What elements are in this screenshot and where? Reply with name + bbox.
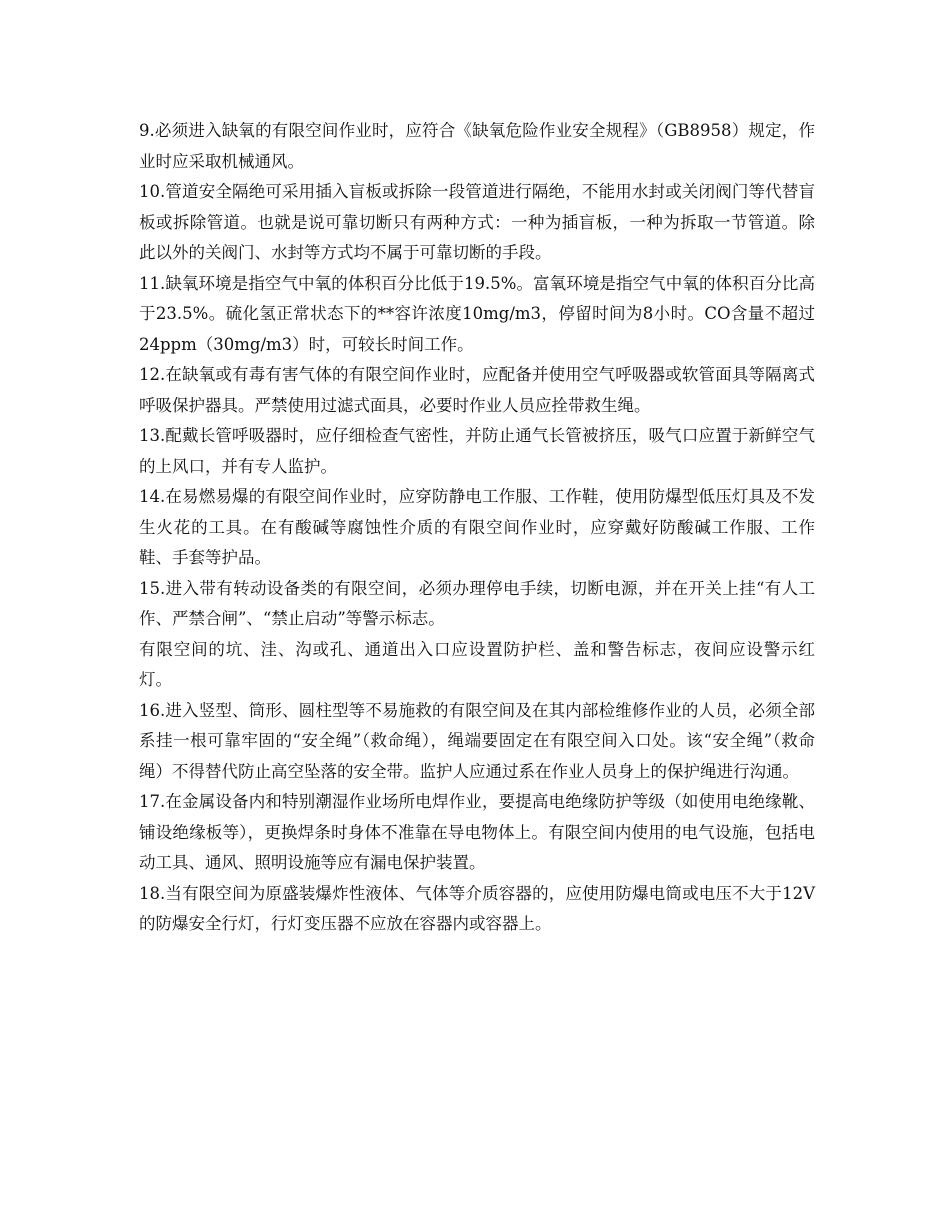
paragraph-item-11: 11.缺氧环境是指空气中氧的体积百分比低于19.5%。富氧环境是指空气中氧的体积百分比高于23.5%。硫化氢正常状态下的**容许浓度10mg/m3，停留时间为8小时。CO含量不超过24ppm（30mg/m3）时，可较长时间工作。 xyxy=(139,273,815,354)
paragraph-item-18: 18.当有限空间为原盛装爆炸性液体、气体等介质容器的，应使用防爆电筒或电压不大于12V的防爆安全行灯，行灯变压器不应放在容器内或容器上。 xyxy=(139,883,815,933)
paragraph-item-15-note: 有限空间的坑、洼、沟或孔、通道出入口应设置防护栏、盖和警告标志，夜间应设警示红灯。 xyxy=(139,639,815,689)
paragraph-item-9: 9.必须进入缺氧的有限空间作业时，应符合《缺氧危险作业安全规程》（GB8958）规定，作业时应采取机械通风。 xyxy=(139,121,815,171)
paragraph-item-17: 17.在金属设备内和特别潮湿作业场所电焊作业，要提高电绝缘防护等级（如使用电绝缘靴、铺设绝缘板等），更换焊条时身体不准靠在导电物体上。有限空间内使用的电气设施，包括电动工具、通风、照明设施等应有漏电保护装置。 xyxy=(139,792,815,872)
paragraph-item-15: 15.进入带有转动设备类的有限空间，必须办理停电手续，切断电源，并在开关上挂“有人工作、严禁合闸”、“禁止启动”等警示标志。 xyxy=(139,578,815,628)
paragraph-item-14: 14.在易燃易爆的有限空间作业时，应穿防静电工作服、工作鞋，使用防爆型低压灯具及不发生火花的工具。在有酸碱等腐蚀性介质的有限空间作业时，应穿戴好防酸碱工作服、工作鞋、手套等护品。 xyxy=(139,487,815,567)
paragraph-item-12: 12.在缺氧或有毒有害气体的有限空间作业时，应配备并使用空气呼吸器或软管面具等隔离式呼吸保护器具。严禁使用过滤式面具，必要时作业人员应拴带救生绳。 xyxy=(139,365,815,415)
paragraph-item-13: 13.配戴长管呼吸器时，应仔细检查气密性，并防止通气长管被挤压，吸气口应置于新鲜空气的上风口，并有专人监护。 xyxy=(139,426,815,476)
document-body xyxy=(139,116,815,940)
paragraph-item-16: 16.进入竖型、筒形、圆柱型等不易施救的有限空间及在其内部检维修作业的人员，必须全部系挂一根可靠牢固的“安全绳”（救命绳），绳端要固定在有限空间入口处。该“安全绳”（救命绳）不得替代防止高空坠落的安全带。监护人应通过系在作业人员身上的保护绳进行沟通。 xyxy=(139,700,815,781)
paragraph-item-10: 10.管道安全隔绝可采用插入盲板或拆除一段管道进行隔绝，不能用水封或关闭阀门等代替盲板或拆除管道。也就是说可靠切断只有两种方式：一种为插盲板，一种为拆取一节管道。除此以外的关阀门、水封等方式均不属于可靠切断的手段。 xyxy=(139,182,815,262)
